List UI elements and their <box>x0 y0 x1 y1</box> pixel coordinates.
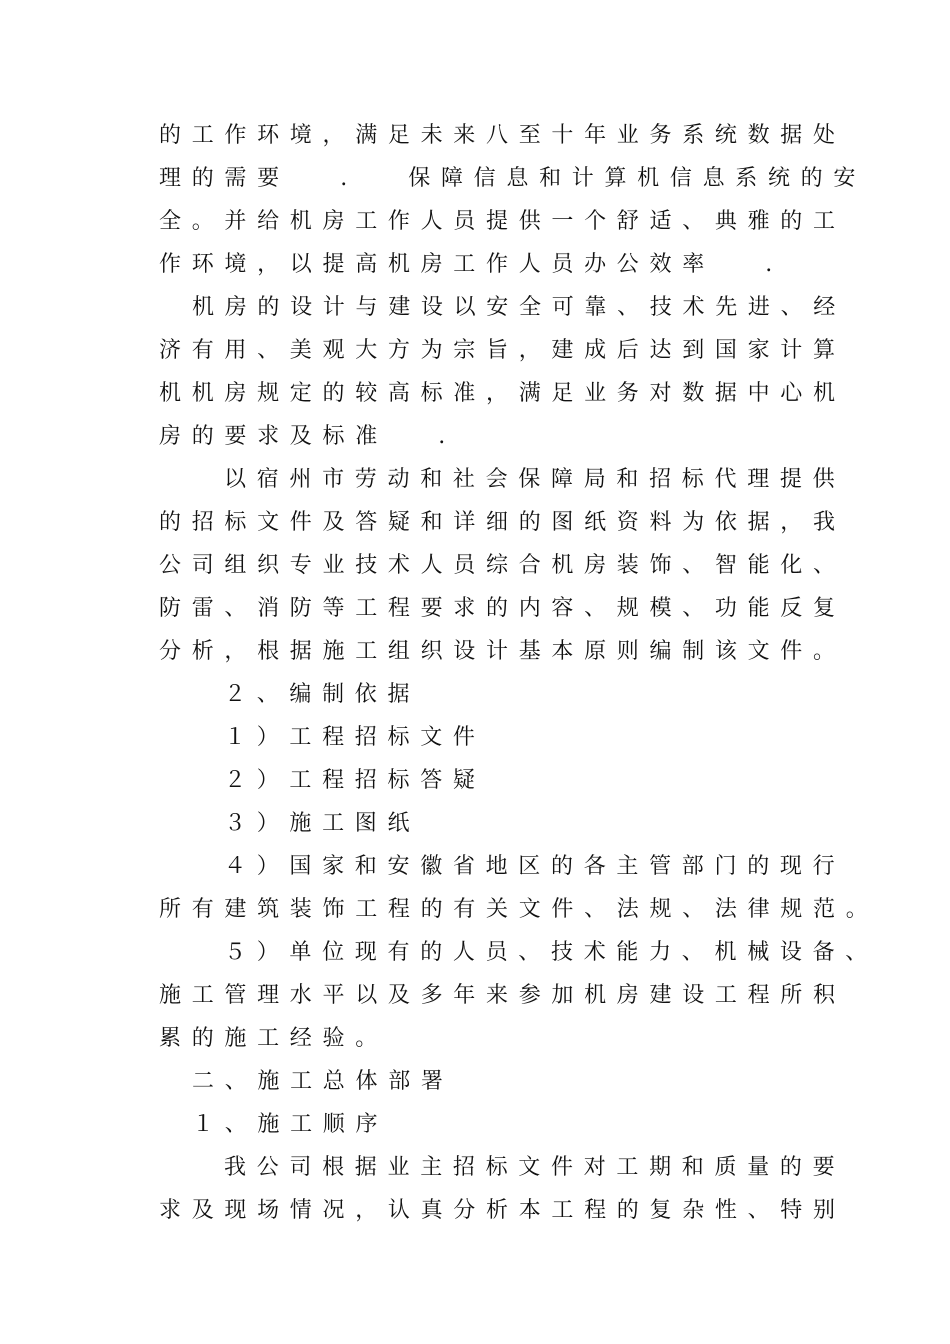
list-item: ５）单位现有的人员、技术能力、机械设备、 <box>224 940 879 965</box>
text-line: 理的需要 . 保障信息和计算机信息系统的安 <box>159 166 867 191</box>
text-line: 房的要求及标准 . <box>159 424 456 449</box>
text-line: 所有建筑装饰工程的有关文件、法规、法律规范。 <box>159 897 879 922</box>
text-line: 的招标文件及答疑和详细的图纸资料为依据，我 <box>159 510 846 535</box>
list-item: ４）国家和安徽省地区的各主管部门的现行 <box>224 854 846 879</box>
text-line: 的工作环境，满足未来八至十年业务系统数据处 <box>159 123 846 148</box>
list-item: ３）施工图纸 <box>224 811 421 836</box>
section-heading: ２、编制依据 <box>224 682 421 707</box>
text-line: 累的施工经验。 <box>159 1026 388 1051</box>
text-line: 我公司根据业主招标文件对工期和质量的要 <box>224 1155 846 1180</box>
text-line: 以宿州市劳动和社会保障局和招标代理提供 <box>224 467 846 492</box>
text-line: 机机房规定的较高标准，满足业务对数据中心机 <box>159 381 846 406</box>
text-line: 济有用、美观大方为宗旨，建成后达到国家计算 <box>159 338 846 363</box>
text-line: 求及现场情况，认真分析本工程的复杂性、特别 <box>159 1198 846 1223</box>
text-line: 防雷、消防等工程要求的内容、规模、功能反复 <box>159 596 846 621</box>
text-line: 机房的设计与建设以安全可靠、技术先进、经 <box>192 295 847 320</box>
text-line: 作环境，以提高机房工作人员办公效率 . <box>159 252 783 277</box>
text-line: 施工管理水平以及多年来参加机房建设工程所积 <box>159 983 846 1008</box>
text-line: 全。并给机房工作人员提供一个舒适、典雅的工 <box>159 209 846 234</box>
list-item: ２）工程招标答疑 <box>224 768 486 793</box>
text-line: 分析，根据施工组织设计基本原则编制该文件。 <box>159 639 846 664</box>
section-heading: 二、施工总体部署 <box>192 1069 454 1094</box>
list-item: １）工程招标文件 <box>224 725 486 750</box>
subsection-heading: １、施工顺序 <box>192 1112 389 1137</box>
text-line: 公司组织专业技术人员综合机房装饰、智能化、 <box>159 553 846 578</box>
